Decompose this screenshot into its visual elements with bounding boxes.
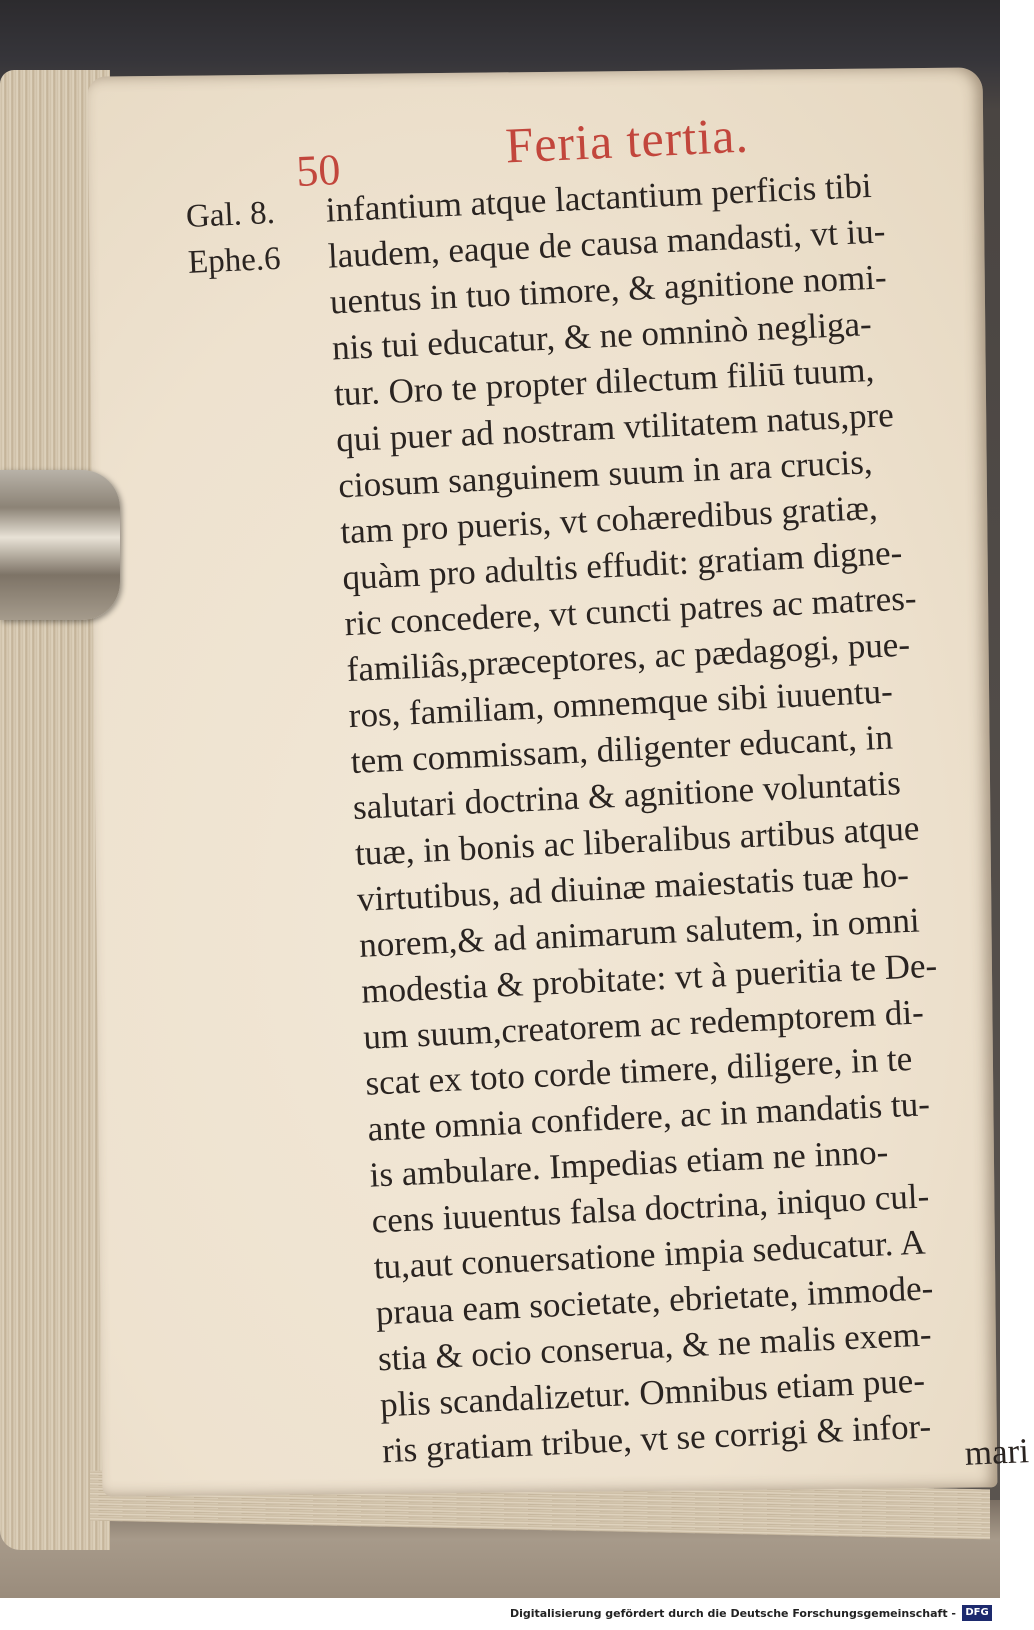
text-line: ric concedere, vt cuncti patres ac matres- xyxy=(343,578,918,644)
text-line: tem commissam, diligenter educant, in xyxy=(349,717,894,782)
text-line: quàm pro adultis effudit: gratiam digne- xyxy=(341,532,904,598)
text-line: ante omnia confidere, ac in mandatis tu- xyxy=(366,1084,931,1149)
text-line: qui puer ad nostram vtilitatem natus,pre xyxy=(335,395,895,460)
text-line: praua eam societate, ebrietate, immode- xyxy=(375,1268,935,1333)
text-line: stia & ocio conserua, & ne malis exem- xyxy=(377,1314,933,1379)
text-line: cens iuuentus falsa doctrina, iniquo cul- xyxy=(370,1176,930,1241)
margin-note: Ephe.6 xyxy=(187,240,282,281)
text-line: norem,& ad animarum salutem, in omni xyxy=(358,900,921,965)
text-line: tu,aut conuersatione impia seducatur. A xyxy=(372,1222,927,1287)
text-line: virtutibus, ad diuinæ maiestatis tuæ ho- xyxy=(356,854,910,919)
text-line: infantium atque lactantium perficis tibi xyxy=(324,165,873,230)
text-line: nis tui educatur, & ne omninò negliga- xyxy=(331,304,873,368)
text-line: ros, familiam, omnemque sibi iuuentu- xyxy=(347,671,894,736)
text-line: plis scandalizetur. Omnibus etiam pue- xyxy=(379,1360,926,1425)
text-line: laudem, eaque de causa mandasti, vt iu- xyxy=(327,211,887,276)
page-number: 50 xyxy=(295,145,342,197)
text-line: ciosum sanguinem suum in ara crucis, xyxy=(337,442,874,506)
text-line: uentus in tuo timore, & agnitione nomi- xyxy=(329,257,888,322)
book-clasp xyxy=(0,470,120,620)
text-line: tam pro pueris, vt cohæredibus gratiæ, xyxy=(339,487,879,552)
dfg-logo: DFG xyxy=(962,1605,992,1621)
text-line: um suum,creatorem ac redemptorem di- xyxy=(362,992,925,1057)
text-line: tur. Oro te propter dilectum filiū tuum, xyxy=(333,349,875,414)
running-title: Feria tertia. xyxy=(504,106,750,174)
text-line: tuæ, in bonis ac liberalibus artibus atque xyxy=(354,808,921,873)
text-line: scat ex toto corde timere, diligere, in te xyxy=(364,1038,913,1103)
text-line: ris gratiam tribue, vt se corrigi & infor- xyxy=(381,1406,932,1471)
margin-note: Gal. 8. xyxy=(185,194,276,235)
text-line: familiâs,præceptores, ac pædagogi, pue- xyxy=(345,624,911,690)
catchword: mari xyxy=(963,1431,1030,1473)
text-line: is ambulare. Impedias etiam ne inno- xyxy=(368,1132,890,1195)
text-line: salutari doctrina & agnitione voluntatis xyxy=(352,763,902,827)
footer-bar xyxy=(0,1598,1000,1630)
funding-credit: Digitalisierung gefördert durch die Deutsche Forschungsgemeinschaft - xyxy=(509,1607,956,1620)
text-block xyxy=(185,159,1031,1473)
text-line: modestia & probitate: vt à pueritia te De- xyxy=(360,945,938,1011)
